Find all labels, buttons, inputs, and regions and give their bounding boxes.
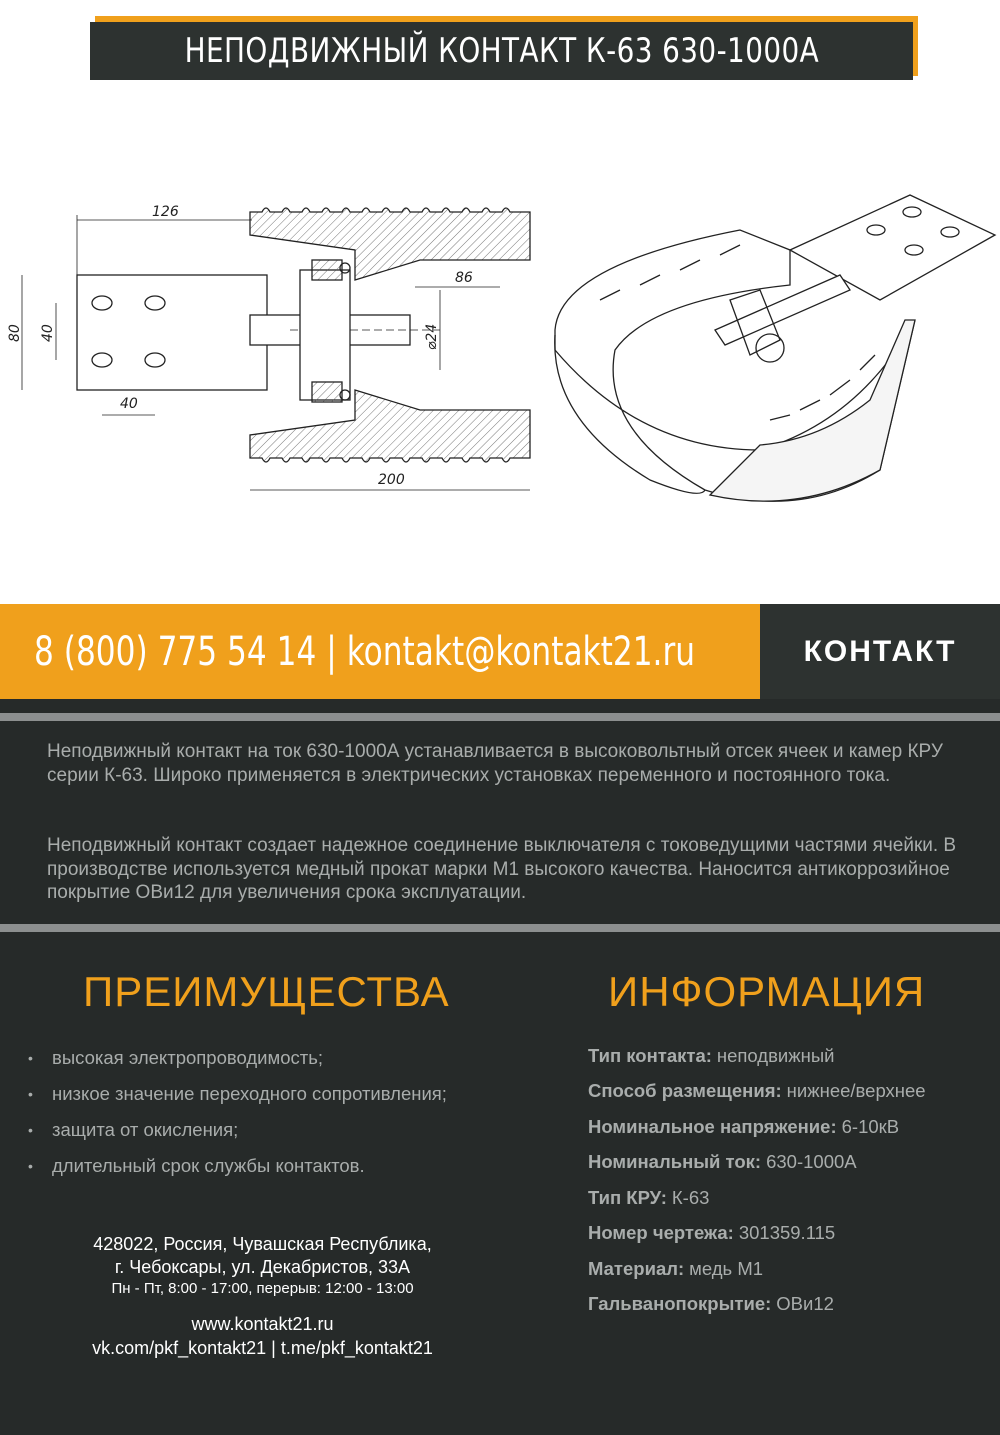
dim-diameter-24: ⌀24	[424, 323, 440, 350]
advantages-list	[28, 1040, 447, 1184]
dim-126: 126	[152, 204, 179, 220]
info-row: Гальванопокрытие: ОВи12	[588, 1293, 834, 1315]
description-paragraph-1: Неподвижный контакт на ток 630-1000А устанавливается в высоковольтный отсек ячеек и камер КРУ серии К-63. Широко применяется в электрических установках переменного и постоянного тока.	[47, 741, 943, 786]
social-links[interactable]: vk.com/pkf_kontakt21 | t.me/pkf_kontakt21	[92, 1338, 433, 1358]
title-bar	[90, 22, 913, 80]
technical-drawing	[0, 190, 1000, 520]
info-list	[588, 1038, 926, 1322]
dim-200: 200	[378, 472, 405, 488]
advantages-heading: ПРЕИМУЩЕСТВА	[83, 968, 450, 1015]
contact-band	[0, 604, 760, 699]
bullet-icon: •	[28, 1086, 33, 1102]
bullet-icon: •	[28, 1122, 33, 1138]
page-title: НЕПОДВИЖНЫЙ КОНТАКТ К-63 630-1000А	[184, 31, 819, 71]
address-line-2: г. Чебоксары, ул. Декабристов, 33А	[114, 1257, 411, 1277]
info-row: Номинальное напряжение: 6-10кВ	[588, 1115, 900, 1137]
info-row: Тип контакта: неподвижный	[588, 1044, 835, 1066]
website-link[interactable]: www.kontakt21.ru	[191, 1314, 334, 1334]
company-logo: КОНТАКТ	[803, 634, 957, 668]
description-paragraph-2: Неподвижный контакт создает надежное соединение выключателя с токоведущими частями ячейки. В производстве используется медный прокат марки М1 высокого качества. Наносится антикоррозийное покрытие ОВи12 для увеличения срока эксплуатации.	[47, 835, 957, 903]
section-view	[77, 208, 530, 462]
info-row: Номинальный ток: 630-1000А	[588, 1151, 857, 1173]
info-row: Способ размещения: нижнее/верхнее	[588, 1080, 926, 1102]
address-line-1: 428022, Россия, Чувашская Республика,	[93, 1234, 432, 1254]
divider-top	[0, 713, 1000, 721]
bullet-icon: •	[28, 1158, 33, 1174]
info-heading: ИНФОРМАЦИЯ	[608, 968, 926, 1015]
info-row: Материал: медь М1	[588, 1257, 764, 1279]
divider-middle	[0, 924, 1000, 932]
info-row: Тип КРУ: К-63	[588, 1186, 710, 1208]
isometric-view	[555, 195, 995, 501]
dim-40-vertical: 40	[40, 324, 56, 342]
address-block	[40, 1233, 485, 1299]
links-block	[40, 1312, 485, 1360]
working-hours: Пн - Пт, 8:00 - 17:00, перерыв: 12:00 - 13:00	[111, 1280, 414, 1297]
dim-86: 86	[455, 270, 473, 286]
list-item: • высокая электропроводимость;	[28, 1047, 324, 1068]
dim-80: 80	[7, 324, 23, 342]
logo-band	[760, 604, 1000, 699]
list-item: • длительный срок службы контактов.	[28, 1155, 365, 1176]
dim-40-horizontal: 40	[120, 396, 138, 412]
contact-phone-email[interactable]: 8 (800) 775 54 14 | kontakt@kontakt21.ru	[34, 628, 696, 675]
bullet-icon: •	[28, 1050, 33, 1066]
info-row: Номер чертежа: 301359.115	[588, 1222, 836, 1244]
list-item: • низкое значение переходного сопротивления;	[28, 1083, 447, 1104]
list-item: • защита от окисления;	[28, 1119, 239, 1140]
